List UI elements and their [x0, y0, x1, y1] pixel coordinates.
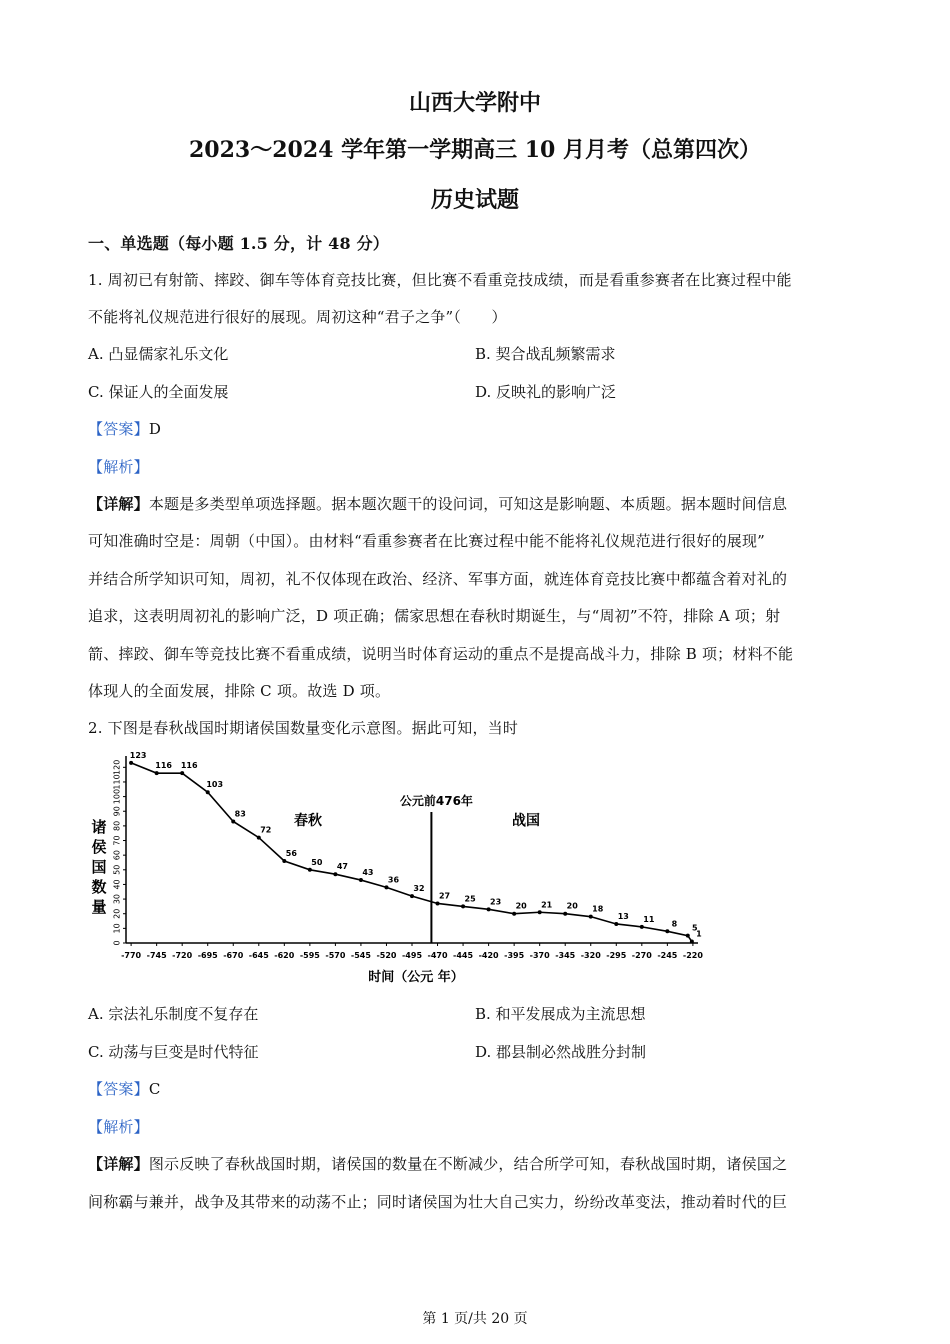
- answer-tag: 【答案】: [88, 1080, 149, 1098]
- x-tick-label: -370: [529, 951, 550, 960]
- x-tick-label: -570: [325, 951, 346, 960]
- data-point: [487, 907, 491, 911]
- data-point: [129, 761, 133, 765]
- q2-answer: [88, 1078, 161, 1099]
- x-tick-label: -745: [146, 951, 167, 960]
- q2-stem: 2. 下图是春秋战国时期诸侯国数量变化示意图。据此可知，当时: [88, 719, 519, 737]
- data-label: 36: [387, 875, 400, 885]
- data-label: 20: [515, 901, 527, 911]
- x-axis-label: 时间（公元 年）: [368, 970, 464, 985]
- data-label: 72: [260, 825, 272, 835]
- data-label: 23: [490, 897, 502, 907]
- x-tick-label: -345: [555, 951, 576, 960]
- data-label: 20: [566, 901, 578, 911]
- data-point: [461, 904, 465, 908]
- x-tick-label: -545: [350, 951, 371, 960]
- data-label: 116: [180, 761, 198, 771]
- data-label: 43: [362, 868, 374, 878]
- region-label-chunqiu: 春秋: [294, 813, 322, 829]
- data-point: [410, 894, 414, 898]
- q1-detail-line3: 并结合所学知识可知，周初，礼不仅体现在政治、经济、军事方面，就连体育竞技比赛中都蕴含着对礼的: [88, 570, 788, 588]
- q2-analysis-tag: 【解析】: [88, 1118, 149, 1136]
- y-tick-label: 70: [112, 835, 122, 846]
- y-tick-label: 100: [112, 788, 122, 805]
- data-label: 27: [438, 891, 451, 901]
- y-tick-label: 80: [112, 820, 122, 831]
- x-tick-label: -270: [631, 951, 652, 960]
- series-line: [131, 763, 692, 942]
- data-label: 116: [155, 761, 172, 771]
- data-point: [333, 872, 337, 876]
- x-tick-label: -445: [453, 951, 474, 960]
- q1-stem-line2: 不能将礼仪规范进行很好的展现。周初这种“君子之争”（ ）: [88, 308, 507, 326]
- data-point: [308, 868, 312, 872]
- data-label: 8: [671, 919, 678, 929]
- y-tick-label: 60: [112, 850, 122, 861]
- x-tick-label: -470: [427, 951, 448, 960]
- data-point: [563, 912, 567, 916]
- data-point: [155, 771, 159, 775]
- q1-detail-line2: 可知准确时空是：周朝（中国）。由材料“看重参赛者在比赛过程中能不能将礼仪规范进行很好的展现”: [88, 532, 766, 550]
- x-tick-label: -395: [504, 951, 525, 960]
- data-point: [384, 885, 388, 889]
- data-point: [282, 859, 286, 863]
- q1-detail-line4: 追求，这表明周初礼的影响广泛，D 项正确；儒家思想在春秋时期诞生，与“周初”不符，排除 A 项；射: [88, 607, 781, 625]
- section-heading: 一、单选题（每小题 1.5 分，计 48 分）: [88, 234, 389, 253]
- school-title: 山西大学附中: [408, 90, 541, 116]
- q2-option-b: B. 和平发展成为主流思想: [475, 1005, 646, 1023]
- x-tick-label: -245: [657, 951, 678, 960]
- data-point: [180, 771, 184, 775]
- data-label: 47: [336, 862, 348, 872]
- x-tick-label: -295: [606, 951, 627, 960]
- answer-value: C: [148, 1080, 161, 1098]
- q2-option-a: A. 宗法礼乐制度不复存在: [88, 1005, 259, 1023]
- q2-option-d: D. 郡县制必然战胜分封制: [475, 1043, 647, 1061]
- x-tick-label: -695: [197, 951, 218, 960]
- q1-option-b: B. 契合战乱频繁需求: [475, 345, 616, 363]
- data-label: 56: [285, 849, 297, 859]
- data-point: [359, 878, 363, 882]
- q1-option-d: D. 反映礼的影响广泛: [475, 383, 617, 401]
- data-point: [512, 912, 516, 916]
- answer-tag: 【答案】: [88, 420, 149, 438]
- x-tick-label: -220: [682, 951, 703, 960]
- data-label: 25: [464, 894, 476, 904]
- y-tick-label: 0: [112, 940, 122, 946]
- y-tick-label: 120: [112, 759, 122, 775]
- data-label: 32: [413, 884, 425, 894]
- data-label: 1: [696, 929, 702, 939]
- region-label-zhanguo: 战国: [512, 813, 540, 829]
- exam-title: 2023～2024 学年第一学期高三 10 月月考（总第四次）: [188, 137, 762, 163]
- y-axis-label-char: 诸: [91, 818, 107, 836]
- q1-detail-line6: 体现人的全面发展，排除 C 项。故选 D 项。: [88, 682, 391, 700]
- page-footer: 第 1 页/共 20 页: [422, 1311, 528, 1327]
- y-axis-label-char: 国: [91, 858, 107, 876]
- data-label: 83: [234, 809, 246, 819]
- data-point: [436, 901, 440, 905]
- data-point: [538, 910, 542, 914]
- q1-analysis-tag: 【解析】: [88, 458, 149, 476]
- states-count-chart: [86, 750, 706, 995]
- y-tick-label: 40: [112, 879, 122, 890]
- subject-title: 历史试题: [430, 187, 519, 213]
- data-label: 123: [129, 750, 147, 760]
- y-tick-label: 110: [112, 774, 122, 790]
- data-label: 103: [206, 780, 224, 790]
- q1-detail-line5: 箭、摔跤、御车等竞技比赛不看重成绩，说明当时体育运动的重点不是提高战斗力，排除 B 项；材料不能: [88, 645, 794, 663]
- y-tick-label: 30: [112, 893, 122, 905]
- data-point: [640, 925, 644, 929]
- q1-stem-line1: 1. 周初已有射箭、摔跤、御车等体育竞技比赛，但比赛不看重竞技成绩，而是看重参赛者在比赛过程中能: [88, 271, 792, 289]
- data-label: 5: [691, 923, 698, 933]
- y-tick-label: 20: [112, 908, 122, 919]
- x-tick-label: -620: [274, 951, 295, 960]
- divider-label: 公元前476年: [399, 794, 473, 808]
- data-point: [257, 836, 261, 840]
- data-point: [589, 915, 593, 919]
- x-tick-label: -645: [248, 951, 269, 960]
- q1-answer: [88, 418, 161, 439]
- data-label: 11: [643, 914, 655, 924]
- x-tick-label: -770: [121, 951, 142, 960]
- y-tick-label: 90: [112, 806, 122, 817]
- detail-tag: 【详解】: [88, 495, 149, 513]
- detail-text: 图示反映了春秋战国时期，诸侯国的数量在不断减少，结合所学可知，春秋战国时期，诸侯国之: [148, 1155, 788, 1173]
- x-tick-label: -495: [401, 951, 423, 960]
- data-label: 50: [311, 857, 323, 867]
- data-point: [231, 819, 235, 823]
- q1-option-c: C. 保证人的全面发展: [88, 383, 229, 401]
- y-tick-label: 10: [112, 923, 122, 934]
- x-tick-label: -670: [223, 951, 244, 960]
- data-label: 21: [541, 900, 553, 910]
- y-axis-label-char: 数: [91, 878, 107, 896]
- y-axis-label-char: 量: [91, 898, 107, 916]
- answer-value: D: [148, 420, 162, 438]
- q2-option-c: C. 动荡与巨变是时代特征: [88, 1043, 259, 1061]
- data-point: [686, 934, 690, 938]
- x-tick-label: -420: [478, 951, 499, 960]
- data-point: [665, 929, 669, 933]
- data-point: [206, 790, 210, 794]
- data-label: 13: [617, 911, 629, 921]
- x-tick-label: -520: [376, 951, 397, 960]
- x-tick-label: -720: [172, 951, 193, 960]
- q1-detail-line1: [88, 493, 787, 514]
- data-label: 18: [592, 904, 604, 914]
- y-axis-label-char: 侯: [91, 838, 107, 856]
- q1-option-a: A. 凸显儒家礼乐文化: [88, 345, 229, 363]
- x-tick-label: -320: [580, 951, 601, 960]
- data-point: [614, 922, 618, 926]
- y-tick-label: 50: [112, 864, 122, 875]
- detail-text: 本题是多类型单项选择题。据本题次题干的设问词，可知这是影响题、本质题。据本题时间信息: [148, 495, 788, 513]
- x-tick-label: -595: [299, 951, 320, 960]
- q2-detail-line1: [88, 1153, 787, 1174]
- detail-tag: 【详解】: [88, 1155, 149, 1173]
- q2-detail-line2: 间称霸与兼并，战争及其带来的动荡不止；同时诸侯国为壮大自己实力，纷纷改革变法，推动着时代的巨: [88, 1193, 788, 1211]
- data-point: [690, 940, 694, 944]
